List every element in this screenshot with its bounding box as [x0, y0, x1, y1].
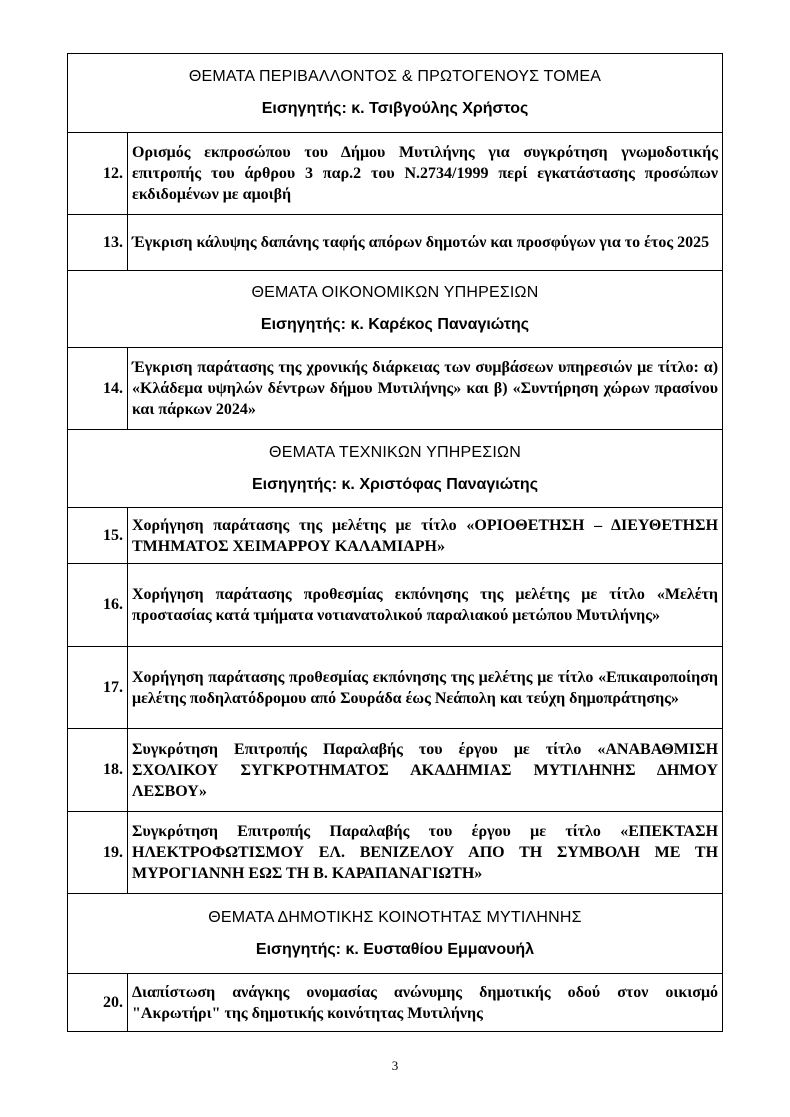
item-text: Έγκριση κάλυψης δαπάνης ταφής απόρων δημοτών και προσφύγων για το έτος 2025	[128, 215, 723, 271]
item-number: 14.	[68, 348, 128, 430]
item-number: 12.	[68, 133, 128, 215]
agenda-item	[68, 974, 723, 1032]
page-number: 3	[391, 1058, 399, 1073]
agenda-item	[68, 647, 723, 729]
section-header	[68, 54, 723, 133]
section-title: ΘΕΜΑΤΑ ΠΕΡΙΒΑΛΛΟΝΤΟΣ & ΠΡΩΤΟΓΕΝΟΥΣ ΤΟΜΕΑ	[188, 68, 602, 85]
section-header	[68, 430, 723, 508]
agenda-table	[67, 53, 723, 1032]
section-presenter: Εισηγητής: κ. Καρέκος Παναγιώτης	[260, 316, 530, 333]
item-text: Χορήγηση παράτασης της μελέτης με τίτλο «ΟΡΙΟΘΕΤΗΣΗ – ΔΙΕΥΘΕΤΗΣΗ ΤΜΗΜΑΤΟΣ ΧΕΙΜΑΡΡΟΥ ΚΑΛΑΜΙΑΡΗ»	[128, 508, 723, 564]
item-text: Ορισμός εκπροσώπου του Δήμου Μυτιλήνης για συγκρότηση γνωμοδοτικής επιτροπής του άρθρου 3 παρ.2 του Ν.2734/1999 περί εγκατάστασης προσώπων εκδιδομένων με αμοιβή	[128, 133, 723, 215]
item-number: 15.	[68, 508, 128, 564]
section-title: ΘΕΜΑΤΑ ΟΙΚΟΝΟΜΙΚΩΝ ΥΠΗΡΕΣΙΩΝ	[251, 284, 539, 301]
section-title: ΘΕΜΑΤΑ ΤΕΧΝΙΚΩΝ ΥΠΗΡΕΣΙΩΝ	[269, 443, 521, 461]
section-header	[68, 271, 723, 348]
section-header	[68, 894, 723, 974]
section-presenter: Εισηγητής: κ. Τσιβγούλης Χρήστος	[261, 100, 529, 117]
agenda-item	[68, 508, 723, 564]
item-text: Συγκρότηση Επιτροπής Παραλαβής του έργου με τίτλο «ΕΠΕΚΤΑΣΗ ΗΛΕΚΤΡΟΦΩΤΙΣΜΟΥ ΕΛ. ΒΕΝΙΖΕΛΟΥ ΑΠΟ ΤΗ ΣΥΜΒΟΛΗ ΜΕ ΤΗ ΜΥΡΟΓΙΑΝΝΗ ΕΩΣ ΤΗ Β. ΚΑΡΑΠΑΝΑΓΙΩΤΗ»	[128, 812, 723, 894]
agenda-item	[68, 564, 723, 647]
item-number: 18.	[68, 729, 128, 812]
agenda-item	[68, 215, 723, 271]
item-text: Συγκρότηση Επιτροπής Παραλαβής του έργου με τίτλο «ΑΝΑΒΑΘΜΙΣΗ ΣΧΟΛΙΚΟΥ ΣΥΓΚΡΟΤΗΜΑΤΟΣ ΑΚΑΔΗΜΙΑΣ ΜΥΤΙΛΗΝΗΣ ΔΗΜΟΥ ΛΕΣΒΟΥ»	[128, 729, 723, 812]
agenda-item	[68, 812, 723, 894]
section-presenter: Εισηγητής: κ. Χριστόφας Παναγιώτης	[251, 475, 539, 493]
item-text: Χορήγηση παράτασης προθεσμίας εκπόνησης της μελέτης με τίτλο «Μελέτη προστασίας κατά τμήματα νοτιανατολικού παραλιακού μετώπου Μυτιλήνης»	[128, 564, 723, 647]
item-text: Έγκριση παράτασης της χρονικής διάρκειας των συμβάσεων υπηρεσιών με τίτλο: α) «Κλάδεμα υψηλών δέντρων δήμου Μυτιλήνης» και β) «Συντήρηση χώρων πρασίνου και πάρκων 2024»	[128, 348, 723, 430]
item-number: 19.	[68, 812, 128, 894]
section-title: ΘΕΜΑΤΑ ΔΗΜΟΤΙΚΗΣ ΚΟΙΝΟΤΗΤΑΣ ΜΥΤΙΛΗΝΗΣ	[208, 908, 582, 926]
section-presenter: Εισηγητής: κ. Ευσταθίου Εμμανουήλ	[255, 940, 535, 958]
item-number: 17.	[68, 647, 128, 729]
item-text: Χορήγηση παράτασης προθεσμίας εκπόνησης της μελέτης με τίτλο «Επικαιροποίηση μελέτης ποδηλατόδρομου από Σουράδα έως Νεάπολη και τεύχη δημοπράτησης»	[128, 647, 723, 729]
item-number: 13.	[68, 215, 128, 271]
agenda-item	[68, 133, 723, 215]
agenda-item	[68, 729, 723, 812]
item-number: 20.	[68, 974, 128, 1032]
item-number: 16.	[68, 564, 128, 647]
item-text: Διαπίστωση ανάγκης ονομασίας ανώνυμης δημοτικής οδού στον οικισμό "Ακρωτήρι" της δημοτικής κοινότητας Μυτιλήνης	[128, 974, 723, 1032]
agenda-item	[68, 348, 723, 430]
